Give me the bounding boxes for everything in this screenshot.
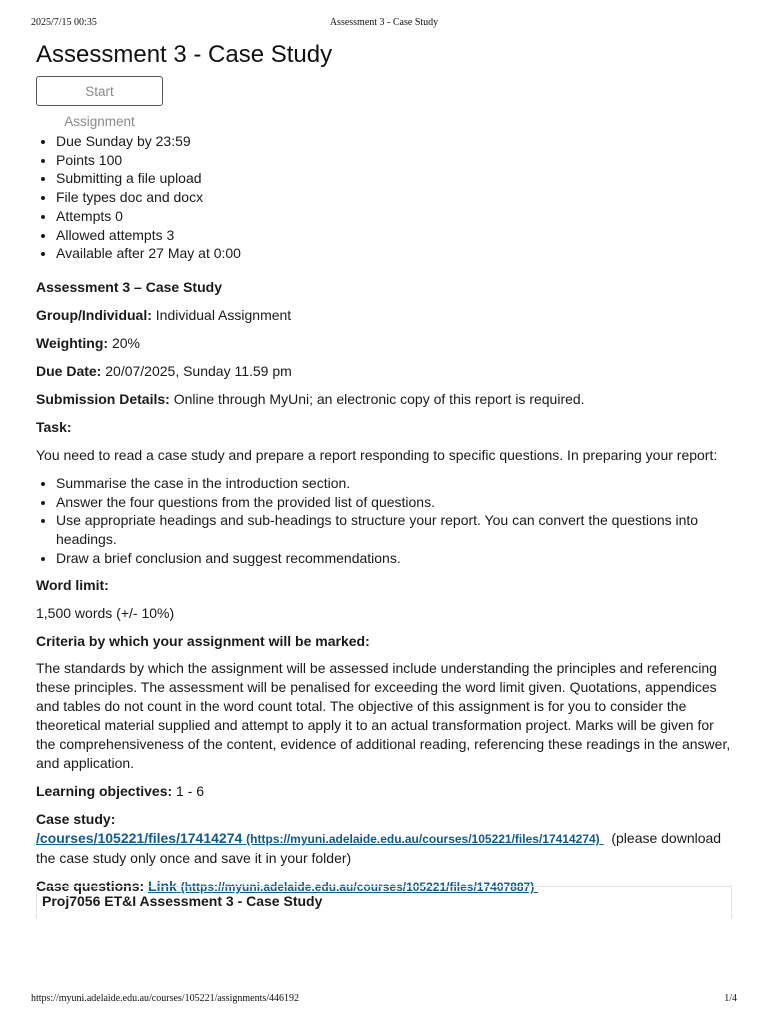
task-list [36, 474, 732, 568]
word-limit-value: 1,500 words (+/- 10%) [36, 605, 175, 622]
case-questions-link-text: Link [148, 878, 177, 895]
embed-title: Proj7056 ET&I Assessment 3 - Case Study [42, 893, 323, 909]
case-study-link[interactable] [36, 830, 604, 846]
group-value: Individual Assignment [151, 306, 292, 323]
assignment-details-list [36, 132, 732, 263]
detail-available: • Available after 27 May at 0:00 [56, 244, 732, 263]
task-item: • Draw a brief conclusion and suggest recommendations. [56, 549, 732, 568]
detail-attempts: • Attempts 0 [56, 207, 732, 226]
due-date-line [36, 362, 732, 381]
learning-value: 1 - 6 [172, 783, 205, 800]
case-study-line [36, 829, 732, 868]
detail-file-types: • File types doc and docx [56, 188, 732, 207]
case-questions-link-url: (https://myuni.adelaide.edu.au/courses/105221/files/17407887) [180, 880, 535, 895]
detail-allowed-attempts: • Allowed attempts 3 [56, 226, 732, 245]
detail-points: • Points 100 [56, 151, 732, 170]
criteria-text: The standards by which the assignment will be assessed include understanding the principles and referencing these principles. The assessment will be penalised for exceeding the word limit given. Quotations, appendices and tables do not count in the word count total. The objective of this assignment is for you to consider the theoretical material supplied and attempt to apply it to an actual transformation project. Marks will be given for the comprehensiveness of the content, evidence of additional reading, referencing these readings in the answer, and application. [36, 660, 731, 772]
assessment-heading: Assessment 3 – Case Study [36, 278, 222, 295]
case-questions-label: Case questions: [36, 878, 145, 895]
word-limit-label: Word limit: [36, 577, 109, 594]
task-item: • Answer the four questions from the provided list of questions. [56, 493, 732, 512]
task-intro: You need to read a case study and prepare a report responding to specific questions. In preparing your report: [36, 446, 718, 463]
weighting-value: 20% [108, 334, 140, 351]
due-date-label: Due Date: [36, 362, 102, 379]
submission-details-line [36, 390, 732, 409]
learning-label: Learning objectives: [36, 783, 173, 800]
case-study-link-text: /courses/105221/files/17414274 [36, 830, 243, 847]
print-page-number: 1/4 [724, 993, 737, 1004]
print-timestamp: 2025/7/15 00:35 [31, 17, 97, 28]
case-study-label: Case study: [36, 811, 116, 828]
print-header [31, 17, 737, 31]
criteria-label: Criteria by which your assignment will be marked: [36, 633, 370, 650]
case-study-link-url: (https://myuni.adelaide.edu.au/courses/105221/files/17414274) [246, 832, 600, 847]
group-individual-line [36, 306, 732, 325]
start-assignment-button[interactable]: Start Assignment [36, 76, 163, 106]
print-page-title: Assessment 3 - Case Study [329, 17, 439, 28]
detail-submitting: • Submitting a file upload [56, 169, 732, 188]
submission-value: Online through MyUni; an electronic copy of this report is required. [169, 390, 585, 407]
detail-due: • Due Sunday by 23:59 [56, 132, 732, 151]
task-label: Task: [36, 418, 72, 435]
case-study-note: (please download the case study only once and save it in your folder) [36, 830, 722, 867]
due-date-value: 20/07/2025, Sunday 11.59 pm [101, 362, 292, 379]
task-item: • Use appropriate headings and sub-headings to structure your report. You can convert the questions into headings. [56, 511, 732, 548]
weighting-line [36, 334, 732, 353]
weighting-label: Weighting: [36, 334, 109, 351]
page-title: Assessment 3 - Case Study [36, 41, 333, 68]
learning-objectives-line [36, 782, 732, 801]
group-label: Group/Individual: [36, 306, 152, 323]
embedded-file-preview[interactable] [36, 886, 732, 918]
submission-label: Submission Details: [36, 390, 170, 407]
task-item: • Summarise the case in the introduction section. [56, 474, 732, 493]
print-footer [31, 993, 737, 1007]
assignment-content [36, 40, 732, 897]
print-footer-url: https://myuni.adelaide.edu.au/courses/105221/assignments/446192 [31, 993, 300, 1004]
